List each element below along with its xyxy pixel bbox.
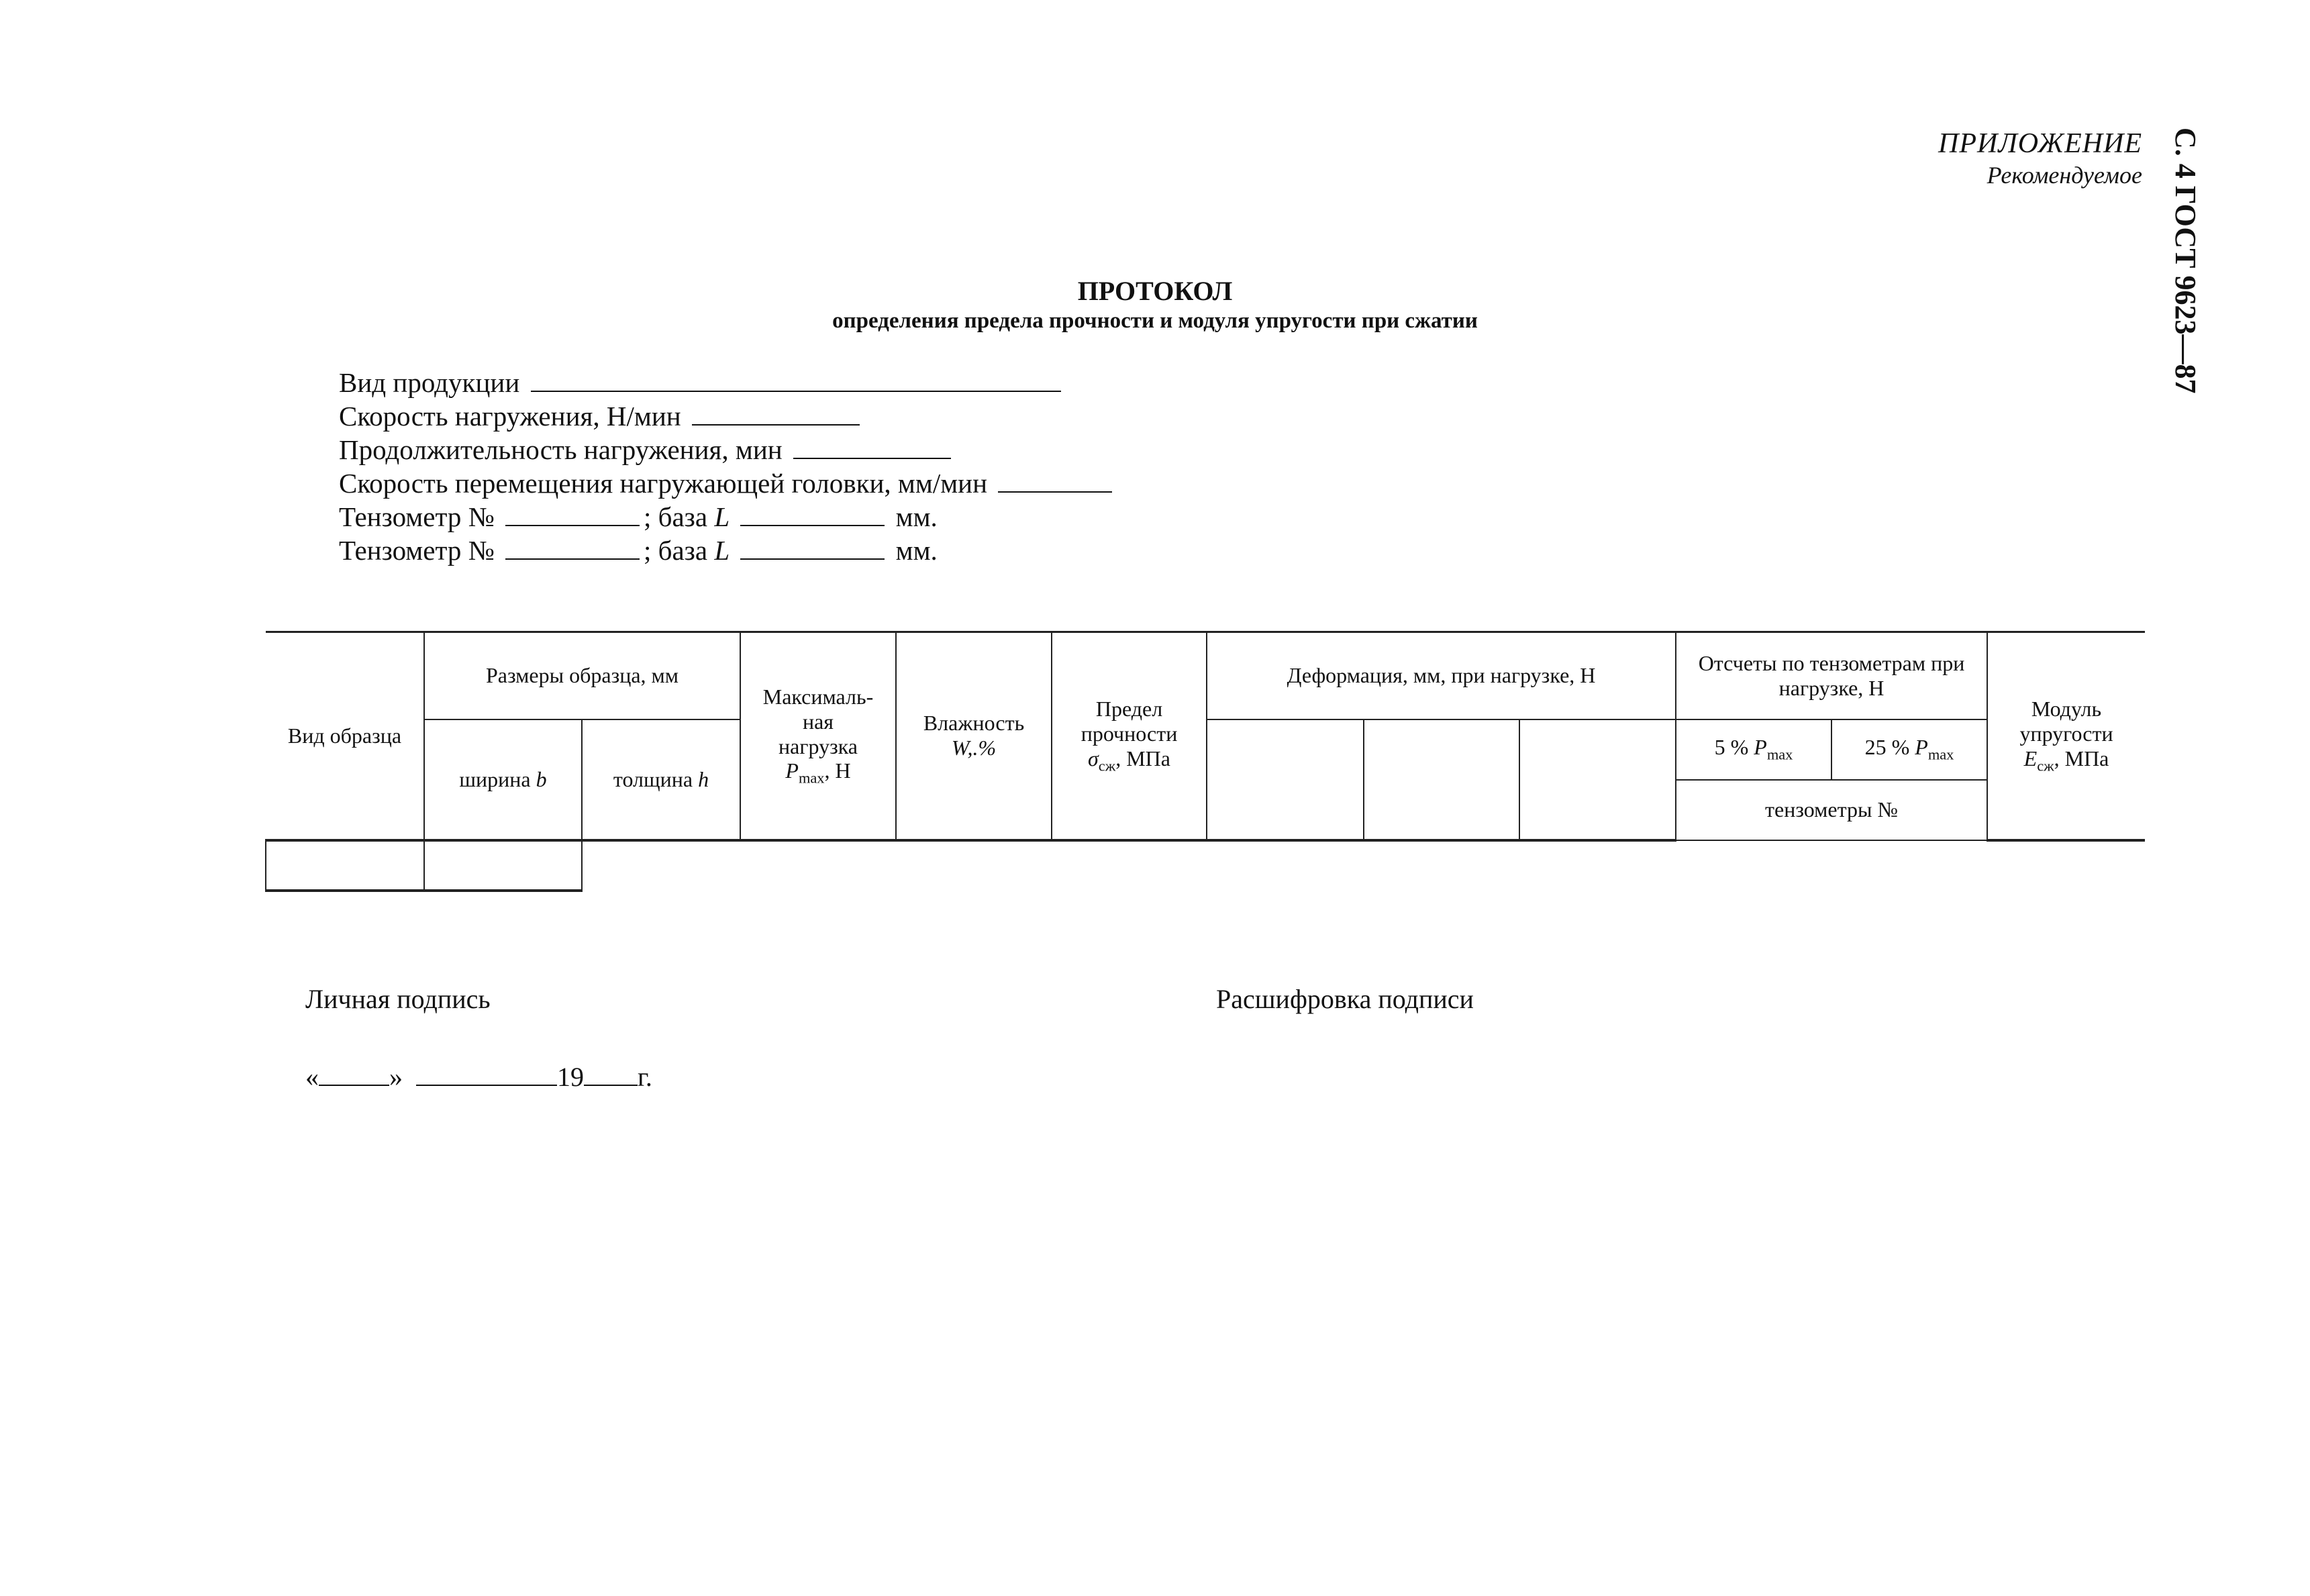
header-dimensions: Размеры образца, мм [424,632,740,719]
header-max-load [740,632,896,840]
fill-line[interactable] [531,366,1061,392]
moisture-var: W, [951,736,973,760]
base-variable: L [714,535,730,566]
field-label: Скорость перемещения нагружающей головки, мм/мин [339,468,988,499]
unit-label: мм. [895,501,938,532]
modulus-var: E [2023,746,2038,770]
field-label: Вид продукции [339,367,520,398]
base-variable: L [714,501,730,532]
field-head-speed [339,466,1116,500]
field-tensometer-1 [339,500,1116,534]
strength-var: σ [1088,746,1099,770]
date-quote-close: » [389,1062,403,1092]
fill-line[interactable] [692,400,860,426]
moisture-unit: .% [972,736,997,760]
header-p5 [1676,719,1831,780]
header-strength [1052,632,1207,840]
protocol-table [265,631,2145,892]
header-deformation: Деформация, мм, при нагрузке, Н [1207,632,1676,719]
appendix-label: ПРИЛОЖЕНИЕ [1938,128,2142,159]
width-var: b [536,766,547,791]
page-code-text: С. 4 ГОСТ 9623—87 [2169,128,2202,394]
strength-sub: сж [1098,757,1116,775]
field-loading-duration [339,433,1116,466]
page-code-vertical [2161,128,2208,409]
max-load-line3: нагрузка [779,734,858,758]
header-moisture [896,632,1052,840]
month-blank[interactable] [416,1060,557,1086]
p5-var: P [1754,735,1767,760]
field-label: Скорость нагружения, Н/мин [339,401,681,432]
protocol-subtitle: определения предела прочности и модуля упругости при сжатии [832,309,1478,333]
fill-line[interactable] [740,534,885,560]
tensometer-cell-1[interactable] [266,840,424,891]
date-quote-open: « [305,1062,319,1092]
max-load-line1: Максималь- [762,684,874,709]
field-label: Тензометр № [339,535,495,566]
year-suffix: г. [638,1062,652,1092]
modulus-line1: Модуль [2031,697,2102,721]
max-load-sub: max [798,769,825,787]
header-modulus [1987,632,2145,840]
deformation-cell-2[interactable] [1364,719,1519,840]
thickness-var: h [698,766,709,791]
unit-label: мм. [895,535,938,566]
fill-line[interactable] [998,467,1112,493]
base-label: ; база [643,501,708,532]
protocol-fields [339,366,1116,567]
recommended-label: Рекомендуемое [1987,162,2142,189]
base-label: ; база [643,535,708,566]
protocol-title: ПРОТОКОЛ [1077,276,1233,306]
field-label: Продолжительность нагружения, мин [339,434,783,465]
field-label: Тензометр № [339,501,495,532]
header-p25 [1831,719,1987,780]
signature-decoding-label: Расшифровка подписи [1216,984,1474,1014]
p5-label: 5 % [1714,735,1749,760]
header-width [424,719,582,840]
strength-line1: Предел [1095,697,1163,721]
year-prefix: 19 [557,1062,584,1092]
max-load-var: P [785,758,799,783]
thickness-label: толщина [613,766,693,791]
strength-unit: , МПа [1115,746,1170,770]
fill-line[interactable] [793,434,951,459]
header-sample-type: Вид образца [266,632,424,840]
p25-label: 25 % [1864,735,1910,760]
field-loading-speed [339,399,1116,433]
p5-sub: max [1766,746,1793,763]
modulus-line2: упругости [2019,721,2113,746]
width-label: ширина [459,766,531,791]
header-tensometers: тензометры № [1676,780,1987,840]
modulus-unit: , МПа [2054,746,2109,770]
date-line [305,1060,652,1093]
deformation-cell-1[interactable] [1207,719,1364,840]
modulus-sub: сж [2037,757,2054,775]
strength-line2: прочности [1081,721,1178,746]
max-load-line2: ная [802,709,834,734]
day-blank[interactable] [319,1060,389,1086]
fill-line[interactable] [740,501,885,526]
appendix-block [1938,128,2142,189]
deformation-cell-3[interactable] [1519,719,1676,840]
year-blank[interactable] [584,1060,638,1086]
p25-var: P [1915,735,1928,760]
tensometer-cell-2[interactable] [424,840,582,891]
moisture-line1: Влажность [923,711,1025,736]
fill-line[interactable] [505,501,640,526]
field-product-type [339,366,1116,399]
max-load-unit: , Н [824,758,851,783]
p25-sub: max [1927,746,1954,763]
field-tensometer-2 [339,534,1116,567]
header-readings: Отсчеты по тензометрам при нагрузке, Н [1676,632,1987,719]
fill-line[interactable] [505,534,640,560]
personal-signature-label: Личная подпись [305,984,491,1014]
header-thickness [582,719,740,840]
